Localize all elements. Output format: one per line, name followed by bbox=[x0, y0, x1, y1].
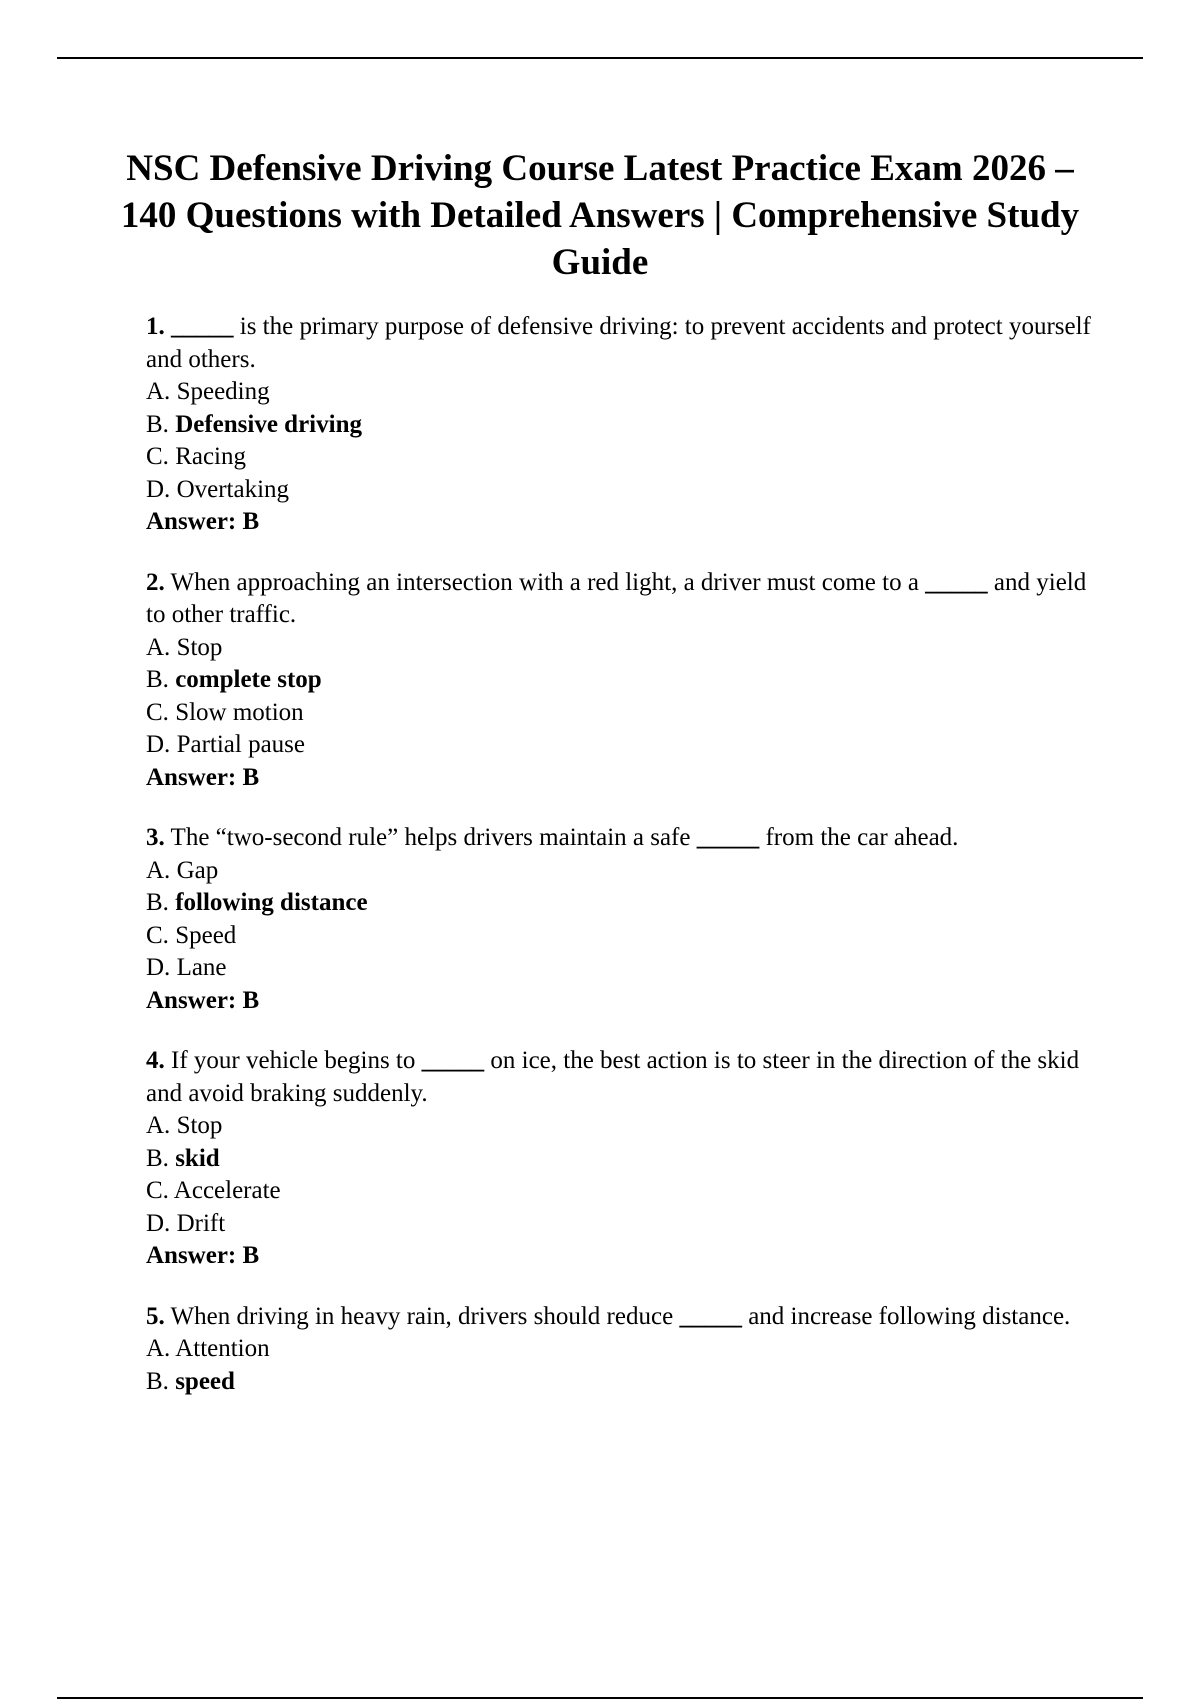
option-a bbox=[146, 855, 1096, 888]
option-text: Stop bbox=[176, 1112, 223, 1139]
option-text: Racing bbox=[175, 443, 247, 470]
option-letter: B. bbox=[146, 666, 176, 693]
option-letter: A. bbox=[146, 856, 177, 884]
question-5 bbox=[146, 1301, 1096, 1399]
answer-line: Answer: B bbox=[146, 1242, 260, 1269]
answer-blank: _____ bbox=[696, 824, 760, 851]
bottom-rule bbox=[57, 1697, 1143, 1699]
option-d bbox=[146, 474, 1096, 507]
question-text-before: When approaching an intersection with a red light, a driver must come to a bbox=[164, 568, 926, 596]
option-letter: A. bbox=[146, 1335, 176, 1362]
question-3 bbox=[146, 822, 1096, 1017]
question-number: 5. bbox=[146, 1302, 165, 1330]
question-text-before: The “two-second rule” helps drivers maintain a safe bbox=[164, 824, 697, 851]
answer-blank: _____ bbox=[421, 1047, 485, 1074]
question-text bbox=[146, 1045, 1096, 1110]
option-text: Slow motion bbox=[175, 698, 304, 726]
option-letter: A. bbox=[146, 633, 177, 661]
option-c bbox=[146, 697, 1096, 730]
option-letter: C. bbox=[146, 698, 176, 726]
option-c bbox=[146, 441, 1096, 474]
option-text: Attention bbox=[175, 1335, 270, 1362]
option-letter: D. bbox=[146, 1209, 177, 1237]
option-d bbox=[146, 1208, 1096, 1241]
option-letter: B. bbox=[146, 889, 176, 916]
option-letter: A. bbox=[146, 378, 177, 405]
option-b-correct bbox=[146, 1143, 1096, 1176]
option-letter: D. bbox=[146, 954, 177, 981]
question-text-before: When driving in heavy rain, drivers should reduce bbox=[164, 1302, 680, 1330]
option-c bbox=[146, 920, 1096, 953]
question-text bbox=[146, 567, 1096, 632]
question-text bbox=[146, 822, 1096, 855]
option-letter: C. bbox=[146, 921, 176, 949]
top-rule bbox=[57, 57, 1143, 59]
question-2 bbox=[146, 567, 1096, 795]
question-4 bbox=[146, 1045, 1096, 1273]
option-text: Partial pause bbox=[176, 731, 305, 758]
question-text-after: and increase following distance. bbox=[741, 1302, 1071, 1330]
option-text: Defensive driving bbox=[175, 410, 362, 438]
question-text-after: from the car ahead. bbox=[759, 824, 959, 851]
answer-blank: _____ bbox=[925, 568, 988, 596]
question-1 bbox=[146, 311, 1096, 539]
question-number: 3. bbox=[146, 824, 165, 851]
option-text: Accelerate bbox=[173, 1177, 281, 1204]
option-d bbox=[146, 952, 1096, 985]
option-text: Lane bbox=[176, 954, 227, 981]
question-text bbox=[146, 1301, 1096, 1334]
question-number: 4. bbox=[146, 1047, 165, 1074]
option-text: Overtaking bbox=[176, 475, 290, 503]
option-b-correct bbox=[146, 887, 1096, 920]
option-b-correct bbox=[146, 664, 1096, 697]
question-text-after: is the primary purpose of defensive driving: to prevent accidents and protect yourself and others. bbox=[146, 313, 1091, 373]
option-letter: C. bbox=[146, 443, 176, 470]
option-letter: D. bbox=[146, 731, 177, 758]
option-a bbox=[146, 632, 1096, 665]
option-d bbox=[146, 729, 1096, 762]
option-text: Drift bbox=[176, 1209, 226, 1237]
option-letter: B. bbox=[146, 1367, 176, 1395]
option-text: Speeding bbox=[176, 378, 270, 405]
document-title: NSC Defensive Driving Course Latest Practice Exam 2026 – 140 Questions with Detailed Answers | Comprehensive Study Guide bbox=[120, 148, 1080, 283]
question-text-after: on ice, the best action is to steer in the direction of the skid and avoid braking suddenly. bbox=[146, 1047, 1080, 1107]
question-text-before: If your vehicle begins to bbox=[164, 1047, 422, 1074]
answer-line: Answer: B bbox=[146, 508, 260, 535]
option-text: skid bbox=[175, 1144, 220, 1172]
answer-line: Answer: B bbox=[146, 986, 260, 1014]
answer-blank: _____ bbox=[679, 1302, 742, 1330]
option-text: Speed bbox=[175, 921, 237, 949]
option-text: Stop bbox=[176, 633, 223, 661]
answer-blank: _____ bbox=[171, 313, 234, 340]
question-text bbox=[146, 311, 1096, 376]
option-a bbox=[146, 1110, 1096, 1143]
option-b-correct bbox=[146, 409, 1096, 442]
question-text-after: and yield to other traffic. bbox=[146, 568, 1087, 628]
option-text: Gap bbox=[176, 856, 219, 884]
option-letter: B. bbox=[146, 410, 176, 438]
option-c bbox=[146, 1175, 1096, 1208]
answer-line: Answer: B bbox=[146, 763, 260, 791]
option-letter: A. bbox=[146, 1112, 177, 1139]
option-a bbox=[146, 376, 1096, 409]
option-text: speed bbox=[175, 1367, 235, 1395]
option-letter: C. bbox=[146, 1177, 174, 1204]
option-letter: B. bbox=[146, 1144, 176, 1172]
question-number: 2. bbox=[146, 568, 165, 596]
questions-list bbox=[146, 311, 1096, 1426]
option-b-correct bbox=[146, 1366, 1096, 1399]
option-letter: D. bbox=[146, 475, 177, 503]
question-number: 1. bbox=[146, 313, 165, 340]
option-text: following distance bbox=[175, 889, 368, 916]
option-text: complete stop bbox=[175, 666, 322, 693]
option-a bbox=[146, 1333, 1096, 1366]
